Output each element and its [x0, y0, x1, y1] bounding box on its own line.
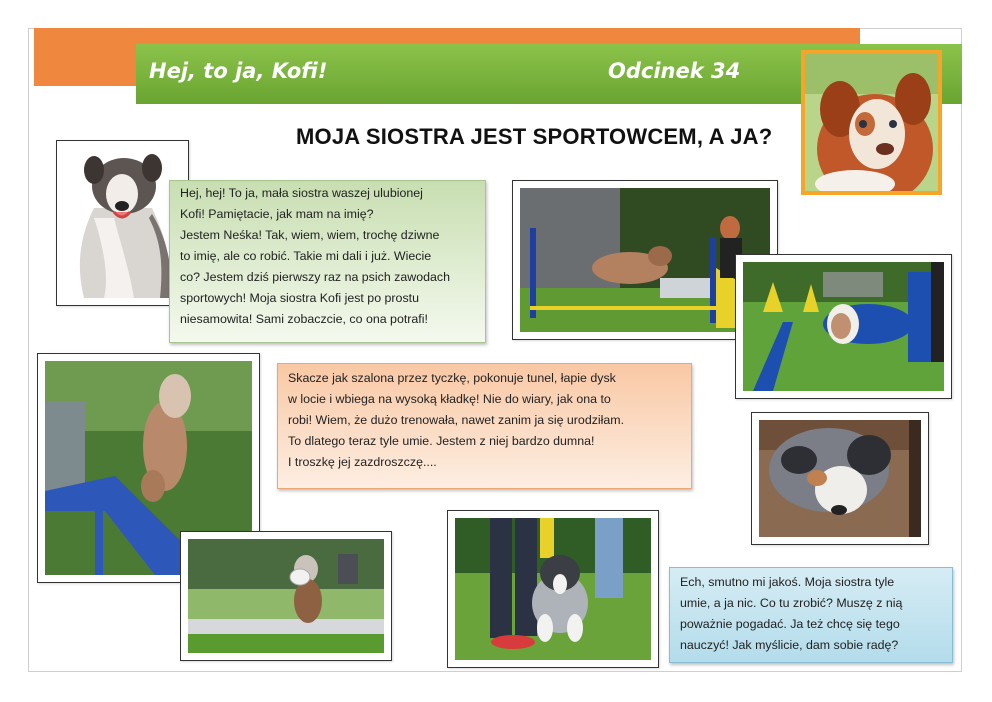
- intro-line: Kofi! Pamiętacie, jak mam na imię?: [180, 207, 374, 221]
- closing-line: nauczyć! Jak myślicie, dam sobie radę?: [680, 638, 899, 652]
- middle-line: Skacze jak szalona przez tyczkę, pokonuje tunel, łapie dysk: [288, 371, 616, 385]
- resting-puppy-photo: [751, 412, 929, 545]
- closing-line: poważnie pogadać. Ja też chcę się tego: [680, 617, 900, 631]
- intro-line: sportowych! Moja siostra Kofi jest po prostu: [180, 291, 419, 305]
- tunnel-photo: [735, 254, 952, 399]
- middle-line: robi! Wiem, że dużo trenowała, nawet zanim ja się urodziłam.: [288, 413, 625, 427]
- middle-line: I troszkę jej zazdroszczę....: [288, 455, 437, 469]
- intro-line: niesamowita! Sami zobaczcie, co ona potrafi!: [180, 312, 428, 326]
- intro-line: co? Jestem dziś pierwszy raz na psich zawodach: [180, 270, 450, 284]
- closing-line: umie, a ja nic. Co tu zrobić? Muszę z nią: [680, 596, 903, 610]
- frisbee-catch-photo: [180, 531, 392, 661]
- closing-text-box: [669, 567, 953, 663]
- closing-line: Ech, smutno mi jakoś. Moja siostra tyle: [680, 575, 895, 589]
- page-headline: MOJA SIOSTRA JEST SPORTOWCEM, A JA?: [296, 124, 773, 149]
- intro-line: Hej, hej! To ja, mała siostra waszej ulubionej: [180, 186, 423, 200]
- puppy-portrait-photo: [801, 50, 942, 195]
- middle-line: w locie i wbiega na wysoką kładkę! Nie do wiary, jak ona to: [288, 392, 611, 406]
- episode-label: Odcinek 34: [608, 59, 741, 83]
- intro-line: to imię, ale co robić. Takie mi dali i już. Wiecie: [180, 249, 432, 263]
- middle-text-box: [277, 363, 692, 489]
- intro-text-box: [169, 180, 486, 343]
- series-title: Hej, to ja, Kofi!: [149, 59, 328, 83]
- middle-line: To dlatego teraz tyle umie. Jestem z niej bardzo dumna!: [288, 434, 595, 448]
- intro-line: Jestem Neśka! Tak, wiem, wiem, trochę dziwne: [180, 228, 440, 242]
- puppy-with-legs-photo: [447, 510, 659, 668]
